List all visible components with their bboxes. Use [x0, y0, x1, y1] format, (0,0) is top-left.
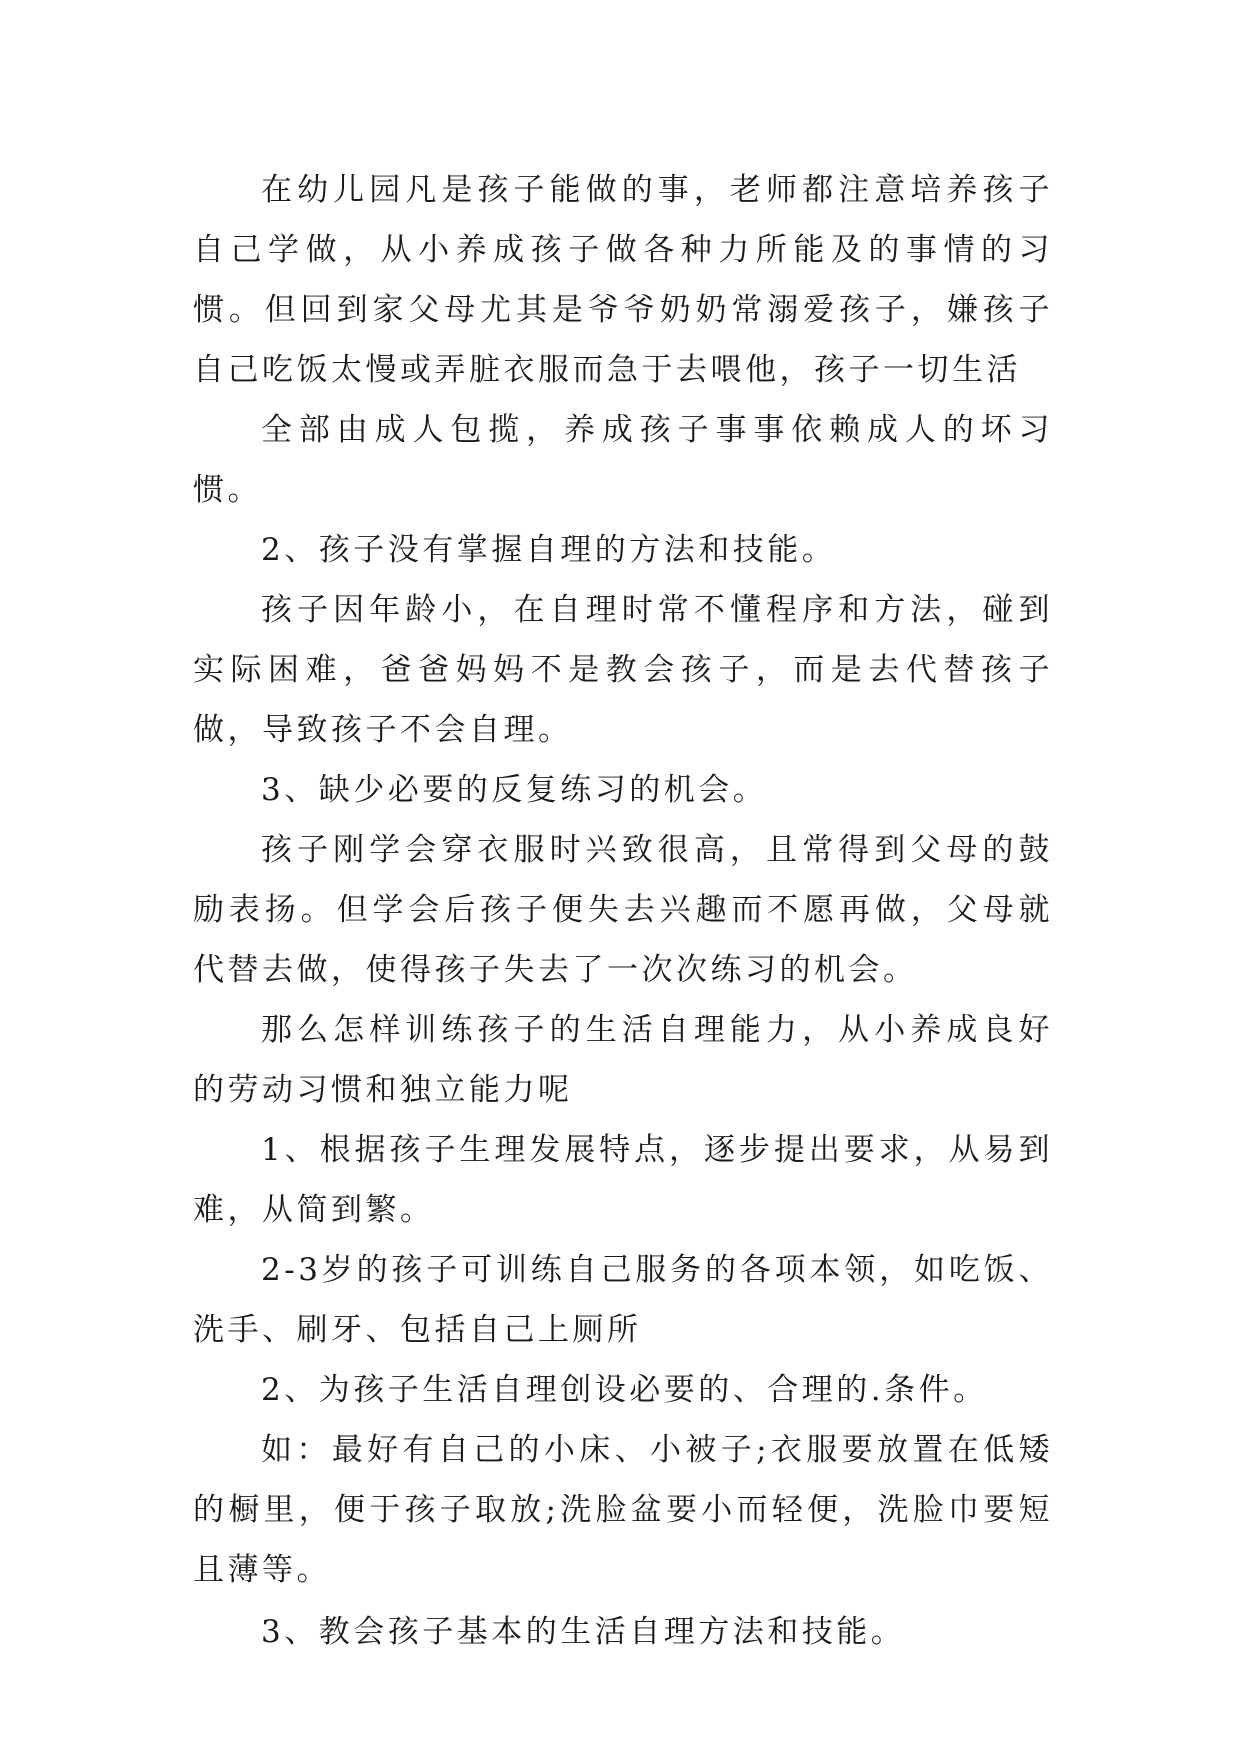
method-3-teach-skills: 3、教会孩子基本的生活自理方法和技能。 [261, 1614, 906, 1650]
paragraph-loss-of-interest: 孩子刚学会穿衣服时兴致很高，且常得到父母的鼓励表扬。但学会后孩子便失去兴趣而不愿再做，父母就代替去做，使得孩子失去了一次次练习的机会。 [193, 832, 1053, 988]
paragraph-adult-dependence: 全部由成人包揽，养成孩子事事依赖成人的坏习惯。 [193, 412, 1053, 508]
paragraph-conditions-examples: 如：最好有自己的小床、小被子;衣服要放置在低矮的橱里，便于孩子取放;洗脸盆要小而轻便，洗脸巾要短且薄等。 [193, 1432, 1053, 1588]
method-2-conditions: 2、为孩子生活自理创设必要的、合理的.条件。 [261, 1372, 988, 1408]
point-2-no-skills: 2、孩子没有掌握自理的方法和技能。 [261, 532, 837, 568]
method-1-step-by-step: 1、根据孩子生理发展特点，逐步提出要求，从易到难，从简到繁。 [193, 1132, 1053, 1228]
point-3-lack-practice: 3、缺少必要的反复练习的机会。 [261, 772, 768, 808]
paragraph-kindergarten-habits: 在幼儿园凡是孩子能做的事，老师都注意培养孩子自己学做，从小养成孩子做各种力所能及的事情的习惯。但回到家父母尤其是爷爷奶奶常溺爱孩子，嫌孩子自己吃饭太慢或弄脏衣服而急于去喂他，孩子一切生活 [193, 172, 1053, 388]
paragraph-how-to-train: 那么怎样训练孩子的生活自理能力，从小养成良好的劳动习惯和独立能力呢 [193, 1012, 1053, 1108]
document-page [193, 160, 1053, 1662]
paragraph-age-2-3-skills: 2-3岁的孩子可训练自己服务的各项本领，如吃饭、洗手、刷牙、包括自己上厕所 [193, 1252, 1053, 1348]
paragraph-age-difficulty: 孩子因年龄小，在自理时常不懂程序和方法，碰到实际困难，爸爸妈妈不是教会孩子，而是去代替孩子做，导致孩子不会自理。 [193, 592, 1053, 748]
